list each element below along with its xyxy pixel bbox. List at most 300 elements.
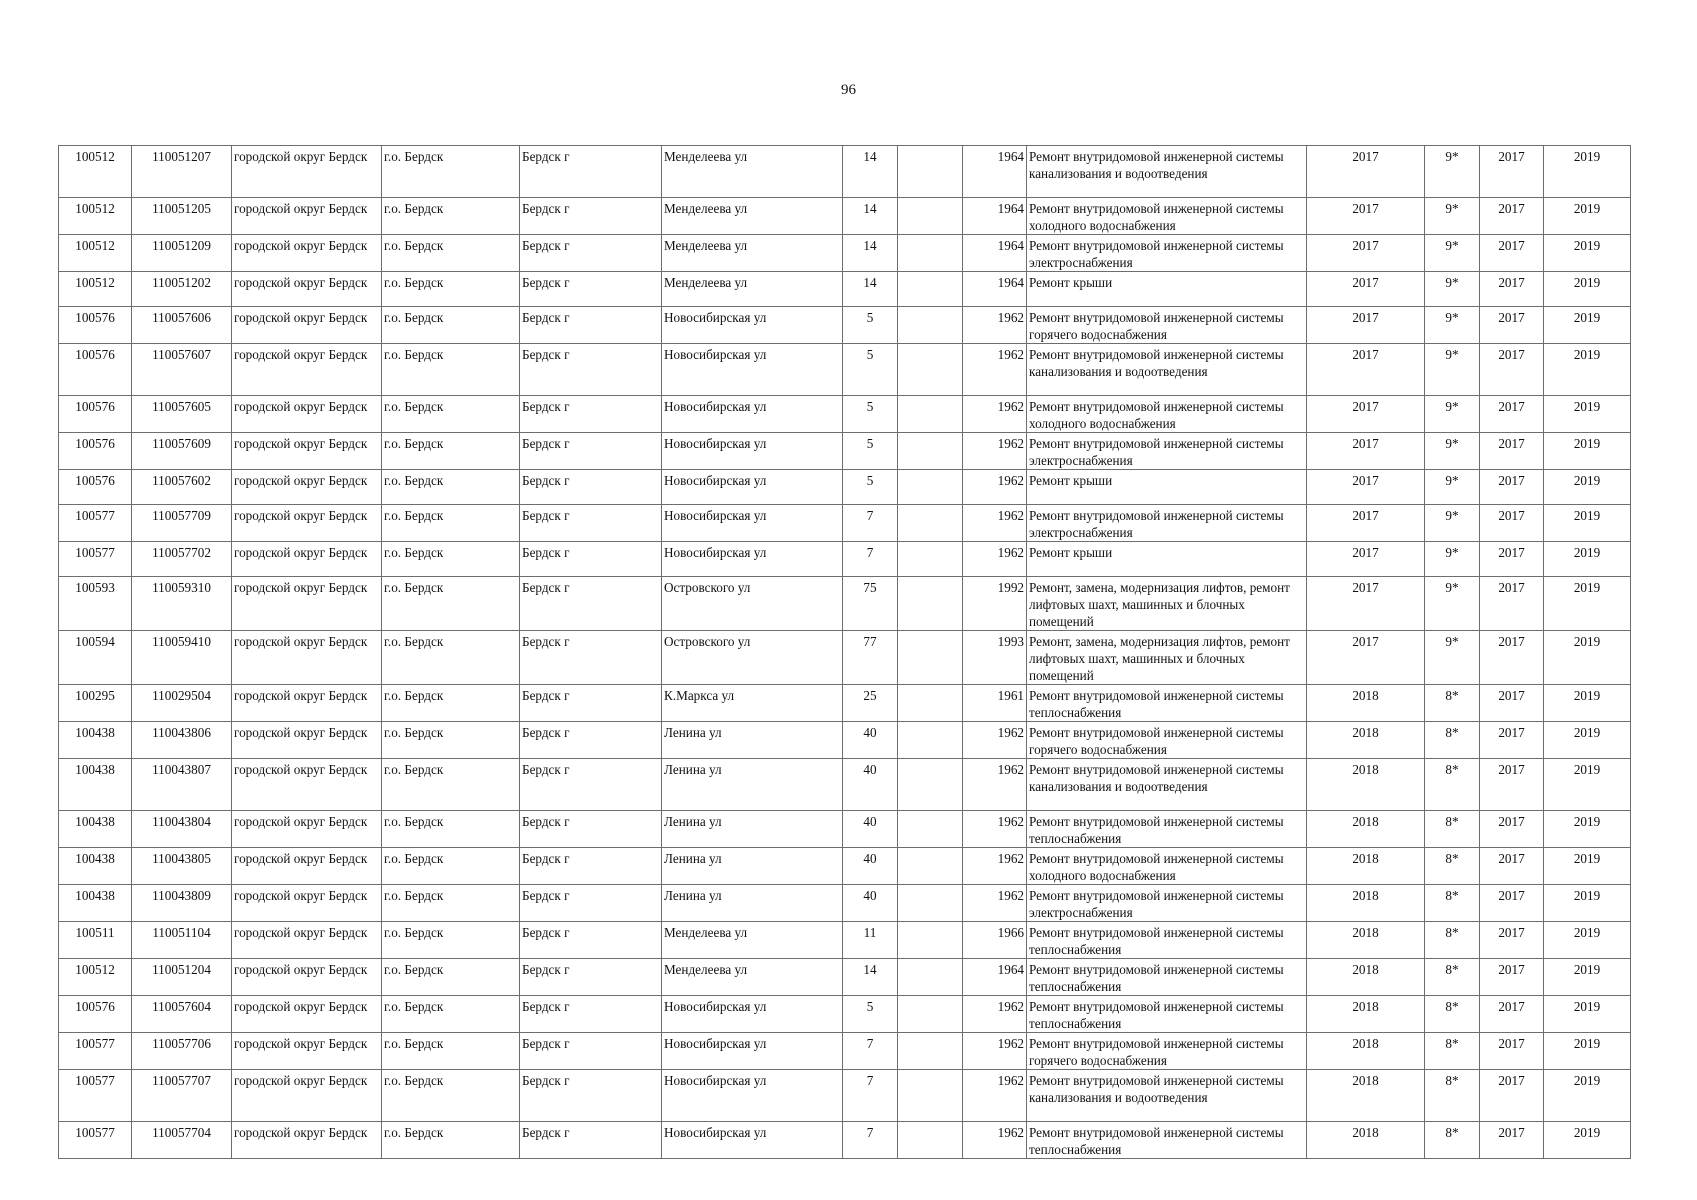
cell-object-code: 100594 — [59, 631, 132, 685]
cell-work-type: Ремонт внутридомовой инженерной системы теплоснабжения — [1027, 685, 1307, 722]
cell-street: Новосибирская ул — [662, 344, 843, 396]
cell-building — [898, 885, 963, 922]
cell-year-built: 1964 — [963, 146, 1027, 198]
cell-municipality: городской округ Бердск — [232, 996, 382, 1033]
cell-street: Новосибирская ул — [662, 433, 843, 470]
cell-district: г.о. Бердск — [382, 505, 520, 542]
cell-priority: 8* — [1425, 1070, 1480, 1122]
cell-start-year: 2017 — [1480, 396, 1544, 433]
cell-municipality: городской округ Бердск — [232, 722, 382, 759]
cell-house-number: 5 — [843, 433, 898, 470]
cell-work-type: Ремонт внутридомовой инженерной системы теплоснабжения — [1027, 959, 1307, 996]
cell-year-built: 1964 — [963, 198, 1027, 235]
cell-district: г.о. Бердск — [382, 996, 520, 1033]
cell-street: Ленина ул — [662, 759, 843, 811]
table-body — [59, 146, 1631, 1159]
cell-settlement: Бердск г — [520, 542, 662, 577]
cell-building — [898, 433, 963, 470]
cell-end-year: 2019 — [1544, 396, 1631, 433]
cell-work-code: 110051209 — [132, 235, 232, 272]
cell-house-number: 5 — [843, 996, 898, 1033]
cell-start-year: 2017 — [1480, 198, 1544, 235]
cell-district: г.о. Бердск — [382, 722, 520, 759]
cell-building — [898, 577, 963, 631]
cell-object-code: 100576 — [59, 433, 132, 470]
cell-plan-year: 2017 — [1307, 272, 1425, 307]
cell-settlement: Бердск г — [520, 146, 662, 198]
cell-end-year: 2019 — [1544, 272, 1631, 307]
cell-street: Новосибирская ул — [662, 505, 843, 542]
cell-municipality: городской округ Бердск — [232, 959, 382, 996]
cell-work-code: 110043805 — [132, 848, 232, 885]
cell-municipality: городской округ Бердск — [232, 759, 382, 811]
cell-work-code: 110057607 — [132, 344, 232, 396]
cell-plan-year: 2017 — [1307, 577, 1425, 631]
cell-district: г.о. Бердск — [382, 959, 520, 996]
cell-end-year: 2019 — [1544, 848, 1631, 885]
cell-end-year: 2019 — [1544, 996, 1631, 1033]
table-row — [59, 198, 1631, 235]
cell-plan-year: 2017 — [1307, 344, 1425, 396]
cell-year-built: 1961 — [963, 685, 1027, 722]
cell-settlement: Бердск г — [520, 722, 662, 759]
cell-work-code: 110057602 — [132, 470, 232, 505]
cell-object-code: 100512 — [59, 235, 132, 272]
cell-start-year: 2017 — [1480, 470, 1544, 505]
cell-settlement: Бердск г — [520, 1122, 662, 1159]
cell-end-year: 2019 — [1544, 722, 1631, 759]
table-row — [59, 631, 1631, 685]
cell-plan-year: 2018 — [1307, 811, 1425, 848]
cell-end-year: 2019 — [1544, 344, 1631, 396]
cell-house-number: 5 — [843, 344, 898, 396]
cell-building — [898, 344, 963, 396]
cell-end-year: 2019 — [1544, 505, 1631, 542]
cell-street: Ленина ул — [662, 722, 843, 759]
cell-building — [898, 922, 963, 959]
cell-year-built: 1962 — [963, 505, 1027, 542]
cell-object-code: 100577 — [59, 1033, 132, 1070]
table-row — [59, 505, 1631, 542]
cell-year-built: 1962 — [963, 542, 1027, 577]
cell-district: г.о. Бердск — [382, 631, 520, 685]
cell-start-year: 2017 — [1480, 1033, 1544, 1070]
cell-house-number: 40 — [843, 885, 898, 922]
cell-municipality: городской округ Бердск — [232, 685, 382, 722]
cell-plan-year: 2017 — [1307, 631, 1425, 685]
cell-priority: 9* — [1425, 198, 1480, 235]
cell-year-built: 1962 — [963, 396, 1027, 433]
cell-district: г.о. Бердск — [382, 307, 520, 344]
cell-year-built: 1993 — [963, 631, 1027, 685]
cell-start-year: 2017 — [1480, 631, 1544, 685]
table-row — [59, 470, 1631, 505]
cell-priority: 9* — [1425, 272, 1480, 307]
cell-plan-year: 2018 — [1307, 1070, 1425, 1122]
cell-priority: 9* — [1425, 344, 1480, 396]
cell-priority: 9* — [1425, 307, 1480, 344]
cell-district: г.о. Бердск — [382, 885, 520, 922]
cell-work-code: 110051204 — [132, 959, 232, 996]
cell-start-year: 2017 — [1480, 959, 1544, 996]
cell-work-type: Ремонт внутридомовой инженерной системы горячего водоснабжения — [1027, 307, 1307, 344]
cell-municipality: городской округ Бердск — [232, 885, 382, 922]
cell-building — [898, 631, 963, 685]
cell-street: Менделеева ул — [662, 922, 843, 959]
cell-end-year: 2019 — [1544, 235, 1631, 272]
cell-start-year: 2017 — [1480, 1122, 1544, 1159]
cell-end-year: 2019 — [1544, 146, 1631, 198]
cell-municipality: городской округ Бердск — [232, 1122, 382, 1159]
table-row — [59, 759, 1631, 811]
page-number: 96 — [841, 82, 856, 98]
cell-house-number: 7 — [843, 1070, 898, 1122]
cell-object-code: 100576 — [59, 344, 132, 396]
cell-street: Новосибирская ул — [662, 542, 843, 577]
cell-house-number: 40 — [843, 759, 898, 811]
cell-priority: 9* — [1425, 146, 1480, 198]
cell-work-code: 110057604 — [132, 996, 232, 1033]
table-row — [59, 996, 1631, 1033]
table-row — [59, 811, 1631, 848]
cell-work-type: Ремонт крыши — [1027, 470, 1307, 505]
table-row — [59, 722, 1631, 759]
cell-work-code: 110057605 — [132, 396, 232, 433]
cell-house-number: 5 — [843, 307, 898, 344]
cell-work-code: 110051202 — [132, 272, 232, 307]
cell-object-code: 100438 — [59, 885, 132, 922]
cell-work-type: Ремонт внутридомовой инженерной системы горячего водоснабжения — [1027, 722, 1307, 759]
cell-street: Новосибирская ул — [662, 1033, 843, 1070]
cell-plan-year: 2018 — [1307, 722, 1425, 759]
cell-work-type: Ремонт внутридомовой инженерной системы холодного водоснабжения — [1027, 848, 1307, 885]
cell-district: г.о. Бердск — [382, 470, 520, 505]
cell-street: Островского ул — [662, 631, 843, 685]
cell-building — [898, 272, 963, 307]
cell-work-type: Ремонт крыши — [1027, 272, 1307, 307]
cell-street: Новосибирская ул — [662, 470, 843, 505]
cell-house-number: 40 — [843, 722, 898, 759]
table-row — [59, 344, 1631, 396]
cell-building — [898, 996, 963, 1033]
cell-settlement: Бердск г — [520, 272, 662, 307]
cell-start-year: 2017 — [1480, 235, 1544, 272]
table-row — [59, 235, 1631, 272]
table-row — [59, 848, 1631, 885]
cell-end-year: 2019 — [1544, 577, 1631, 631]
cell-street: Менделеева ул — [662, 272, 843, 307]
table-row — [59, 1033, 1631, 1070]
cell-start-year: 2017 — [1480, 722, 1544, 759]
cell-district: г.о. Бердск — [382, 344, 520, 396]
cell-plan-year: 2017 — [1307, 433, 1425, 470]
cell-end-year: 2019 — [1544, 470, 1631, 505]
table-row — [59, 433, 1631, 470]
table-row — [59, 1122, 1631, 1159]
cell-work-type: Ремонт внутридомовой инженерной системы теплоснабжения — [1027, 811, 1307, 848]
cell-start-year: 2017 — [1480, 577, 1544, 631]
table-row — [59, 396, 1631, 433]
cell-street: Менделеева ул — [662, 235, 843, 272]
cell-house-number: 14 — [843, 146, 898, 198]
cell-object-code: 100576 — [59, 996, 132, 1033]
cell-plan-year: 2017 — [1307, 198, 1425, 235]
cell-building — [898, 470, 963, 505]
cell-work-code: 110057609 — [132, 433, 232, 470]
cell-house-number: 25 — [843, 685, 898, 722]
cell-settlement: Бердск г — [520, 1033, 662, 1070]
cell-plan-year: 2017 — [1307, 542, 1425, 577]
cell-street: Ленина ул — [662, 811, 843, 848]
table-row — [59, 542, 1631, 577]
cell-district: г.о. Бердск — [382, 433, 520, 470]
cell-municipality: городской округ Бердск — [232, 396, 382, 433]
cell-end-year: 2019 — [1544, 307, 1631, 344]
cell-settlement: Бердск г — [520, 848, 662, 885]
cell-work-code: 110043804 — [132, 811, 232, 848]
cell-plan-year: 2018 — [1307, 685, 1425, 722]
table-row — [59, 577, 1631, 631]
cell-building — [898, 235, 963, 272]
cell-object-code: 100512 — [59, 959, 132, 996]
cell-district: г.о. Бердск — [382, 1122, 520, 1159]
cell-work-type: Ремонт внутридомовой инженерной системы электроснабжения — [1027, 235, 1307, 272]
cell-start-year: 2017 — [1480, 811, 1544, 848]
cell-house-number: 7 — [843, 505, 898, 542]
cell-work-type: Ремонт крыши — [1027, 542, 1307, 577]
cell-object-code: 100593 — [59, 577, 132, 631]
cell-plan-year: 2017 — [1307, 396, 1425, 433]
cell-municipality: городской округ Бердск — [232, 307, 382, 344]
cell-end-year: 2019 — [1544, 922, 1631, 959]
cell-object-code: 100512 — [59, 146, 132, 198]
cell-building — [898, 146, 963, 198]
cell-priority: 8* — [1425, 959, 1480, 996]
cell-house-number: 7 — [843, 542, 898, 577]
cell-year-built: 1962 — [963, 996, 1027, 1033]
cell-plan-year: 2018 — [1307, 848, 1425, 885]
cell-priority: 8* — [1425, 922, 1480, 959]
table-row — [59, 1070, 1631, 1122]
cell-settlement: Бердск г — [520, 685, 662, 722]
cell-plan-year: 2018 — [1307, 1033, 1425, 1070]
cell-district: г.о. Бердск — [382, 1033, 520, 1070]
cell-house-number: 75 — [843, 577, 898, 631]
cell-year-built: 1962 — [963, 1033, 1027, 1070]
cell-end-year: 2019 — [1544, 542, 1631, 577]
cell-priority: 8* — [1425, 759, 1480, 811]
cell-street: Менделеева ул — [662, 146, 843, 198]
cell-work-code: 110051207 — [132, 146, 232, 198]
cell-year-built: 1962 — [963, 433, 1027, 470]
cell-plan-year: 2017 — [1307, 146, 1425, 198]
cell-end-year: 2019 — [1544, 1122, 1631, 1159]
cell-district: г.о. Бердск — [382, 922, 520, 959]
cell-work-type: Ремонт, замена, модернизация лифтов, ремонт лифтовых шахт, машинных и блочных помещений — [1027, 577, 1307, 631]
cell-building — [898, 759, 963, 811]
cell-house-number: 14 — [843, 198, 898, 235]
cell-work-code: 110029504 — [132, 685, 232, 722]
cell-building — [898, 959, 963, 996]
cell-end-year: 2019 — [1544, 631, 1631, 685]
cell-settlement: Бердск г — [520, 470, 662, 505]
cell-start-year: 2017 — [1480, 759, 1544, 811]
cell-plan-year: 2018 — [1307, 885, 1425, 922]
cell-end-year: 2019 — [1544, 885, 1631, 922]
cell-year-built: 1962 — [963, 1070, 1027, 1122]
cell-year-built: 1962 — [963, 307, 1027, 344]
cell-street: Менделеева ул — [662, 198, 843, 235]
cell-settlement: Бердск г — [520, 235, 662, 272]
cell-year-built: 1992 — [963, 577, 1027, 631]
table-row — [59, 272, 1631, 307]
cell-work-type: Ремонт, замена, модернизация лифтов, ремонт лифтовых шахт, машинных и блочных помещений — [1027, 631, 1307, 685]
cell-object-code: 100438 — [59, 722, 132, 759]
cell-end-year: 2019 — [1544, 1033, 1631, 1070]
cell-building — [898, 1033, 963, 1070]
cell-street: Островского ул — [662, 577, 843, 631]
cell-end-year: 2019 — [1544, 959, 1631, 996]
cell-start-year: 2017 — [1480, 307, 1544, 344]
cell-settlement: Бердск г — [520, 959, 662, 996]
cell-object-code: 100295 — [59, 685, 132, 722]
cell-start-year: 2017 — [1480, 344, 1544, 396]
cell-priority: 9* — [1425, 433, 1480, 470]
cell-work-code: 110043807 — [132, 759, 232, 811]
cell-municipality: городской округ Бердск — [232, 1070, 382, 1122]
cell-work-type: Ремонт внутридомовой инженерной системы канализования и водоотведения — [1027, 344, 1307, 396]
cell-priority: 8* — [1425, 1122, 1480, 1159]
cell-work-type: Ремонт внутридомовой инженерной системы холодного водоснабжения — [1027, 198, 1307, 235]
cell-object-code: 100512 — [59, 198, 132, 235]
cell-work-code: 110043809 — [132, 885, 232, 922]
cell-district: г.о. Бердск — [382, 272, 520, 307]
cell-year-built: 1962 — [963, 811, 1027, 848]
cell-work-code: 110051104 — [132, 922, 232, 959]
cell-priority: 8* — [1425, 685, 1480, 722]
cell-settlement: Бердск г — [520, 577, 662, 631]
cell-start-year: 2017 — [1480, 1070, 1544, 1122]
table-row — [59, 885, 1631, 922]
cell-object-code: 100438 — [59, 759, 132, 811]
cell-building — [898, 542, 963, 577]
cell-plan-year: 2018 — [1307, 759, 1425, 811]
cell-municipality: городской округ Бердск — [232, 146, 382, 198]
cell-priority: 8* — [1425, 996, 1480, 1033]
cell-year-built: 1964 — [963, 272, 1027, 307]
table-row — [59, 146, 1631, 198]
cell-street: Новосибирская ул — [662, 1122, 843, 1159]
cell-work-code: 110057707 — [132, 1070, 232, 1122]
cell-settlement: Бердск г — [520, 433, 662, 470]
cell-building — [898, 396, 963, 433]
cell-work-code: 110051205 — [132, 198, 232, 235]
cell-settlement: Бердск г — [520, 759, 662, 811]
cell-district: г.о. Бердск — [382, 1070, 520, 1122]
cell-object-code: 100577 — [59, 1070, 132, 1122]
cell-work-type: Ремонт внутридомовой инженерной системы электроснабжения — [1027, 505, 1307, 542]
cell-work-type: Ремонт внутридомовой инженерной системы электроснабжения — [1027, 885, 1307, 922]
cell-year-built: 1962 — [963, 344, 1027, 396]
cell-work-code: 110057706 — [132, 1033, 232, 1070]
cell-priority: 9* — [1425, 396, 1480, 433]
cell-district: г.о. Бердск — [382, 577, 520, 631]
cell-plan-year: 2018 — [1307, 996, 1425, 1033]
cell-object-code: 100576 — [59, 307, 132, 344]
cell-plan-year: 2017 — [1307, 505, 1425, 542]
cell-work-type: Ремонт внутридомовой инженерной системы теплоснабжения — [1027, 1122, 1307, 1159]
cell-end-year: 2019 — [1544, 1070, 1631, 1122]
cell-end-year: 2019 — [1544, 685, 1631, 722]
cell-house-number: 77 — [843, 631, 898, 685]
cell-work-code: 110059410 — [132, 631, 232, 685]
cell-plan-year: 2017 — [1307, 307, 1425, 344]
cell-street: Ленина ул — [662, 848, 843, 885]
cell-municipality: городской округ Бердск — [232, 631, 382, 685]
cell-start-year: 2017 — [1480, 505, 1544, 542]
cell-municipality: городской округ Бердск — [232, 433, 382, 470]
cell-street: К.Маркса ул — [662, 685, 843, 722]
cell-priority: 8* — [1425, 848, 1480, 885]
cell-year-built: 1962 — [963, 848, 1027, 885]
cell-municipality: городской округ Бердск — [232, 542, 382, 577]
cell-municipality: городской округ Бердск — [232, 505, 382, 542]
cell-street: Новосибирская ул — [662, 396, 843, 433]
cell-start-year: 2017 — [1480, 433, 1544, 470]
cell-settlement: Бердск г — [520, 1070, 662, 1122]
cell-start-year: 2017 — [1480, 272, 1544, 307]
cell-plan-year: 2017 — [1307, 470, 1425, 505]
cell-street: Новосибирская ул — [662, 307, 843, 344]
table-row — [59, 685, 1631, 722]
cell-priority: 9* — [1425, 577, 1480, 631]
cell-house-number: 5 — [843, 396, 898, 433]
cell-house-number: 5 — [843, 470, 898, 505]
cell-house-number: 40 — [843, 811, 898, 848]
cell-work-type: Ремонт внутридомовой инженерной системы канализования и водоотведения — [1027, 759, 1307, 811]
cell-building — [898, 722, 963, 759]
cell-municipality: городской округ Бердск — [232, 235, 382, 272]
cell-object-code: 100577 — [59, 1122, 132, 1159]
cell-priority: 8* — [1425, 885, 1480, 922]
cell-year-built: 1962 — [963, 885, 1027, 922]
cell-street: Новосибирская ул — [662, 1070, 843, 1122]
cell-settlement: Бердск г — [520, 396, 662, 433]
cell-municipality: городской округ Бердск — [232, 848, 382, 885]
cell-house-number: 40 — [843, 848, 898, 885]
cell-priority: 9* — [1425, 631, 1480, 685]
cell-building — [898, 685, 963, 722]
cell-work-code: 110057606 — [132, 307, 232, 344]
cell-year-built: 1964 — [963, 959, 1027, 996]
cell-municipality: городской округ Бердск — [232, 577, 382, 631]
cell-municipality: городской округ Бердск — [232, 470, 382, 505]
cell-district: г.о. Бердск — [382, 685, 520, 722]
cell-street: Ленина ул — [662, 885, 843, 922]
cell-plan-year: 2017 — [1307, 235, 1425, 272]
cell-building — [898, 198, 963, 235]
cell-building — [898, 1070, 963, 1122]
cell-district: г.о. Бердск — [382, 811, 520, 848]
cell-work-type: Ремонт внутридомовой инженерной системы горячего водоснабжения — [1027, 1033, 1307, 1070]
cell-work-code: 110057709 — [132, 505, 232, 542]
cell-settlement: Бердск г — [520, 996, 662, 1033]
cell-priority: 9* — [1425, 470, 1480, 505]
cell-object-code: 100576 — [59, 396, 132, 433]
cell-year-built: 1962 — [963, 722, 1027, 759]
cell-settlement: Бердск г — [520, 811, 662, 848]
cell-house-number: 7 — [843, 1122, 898, 1159]
